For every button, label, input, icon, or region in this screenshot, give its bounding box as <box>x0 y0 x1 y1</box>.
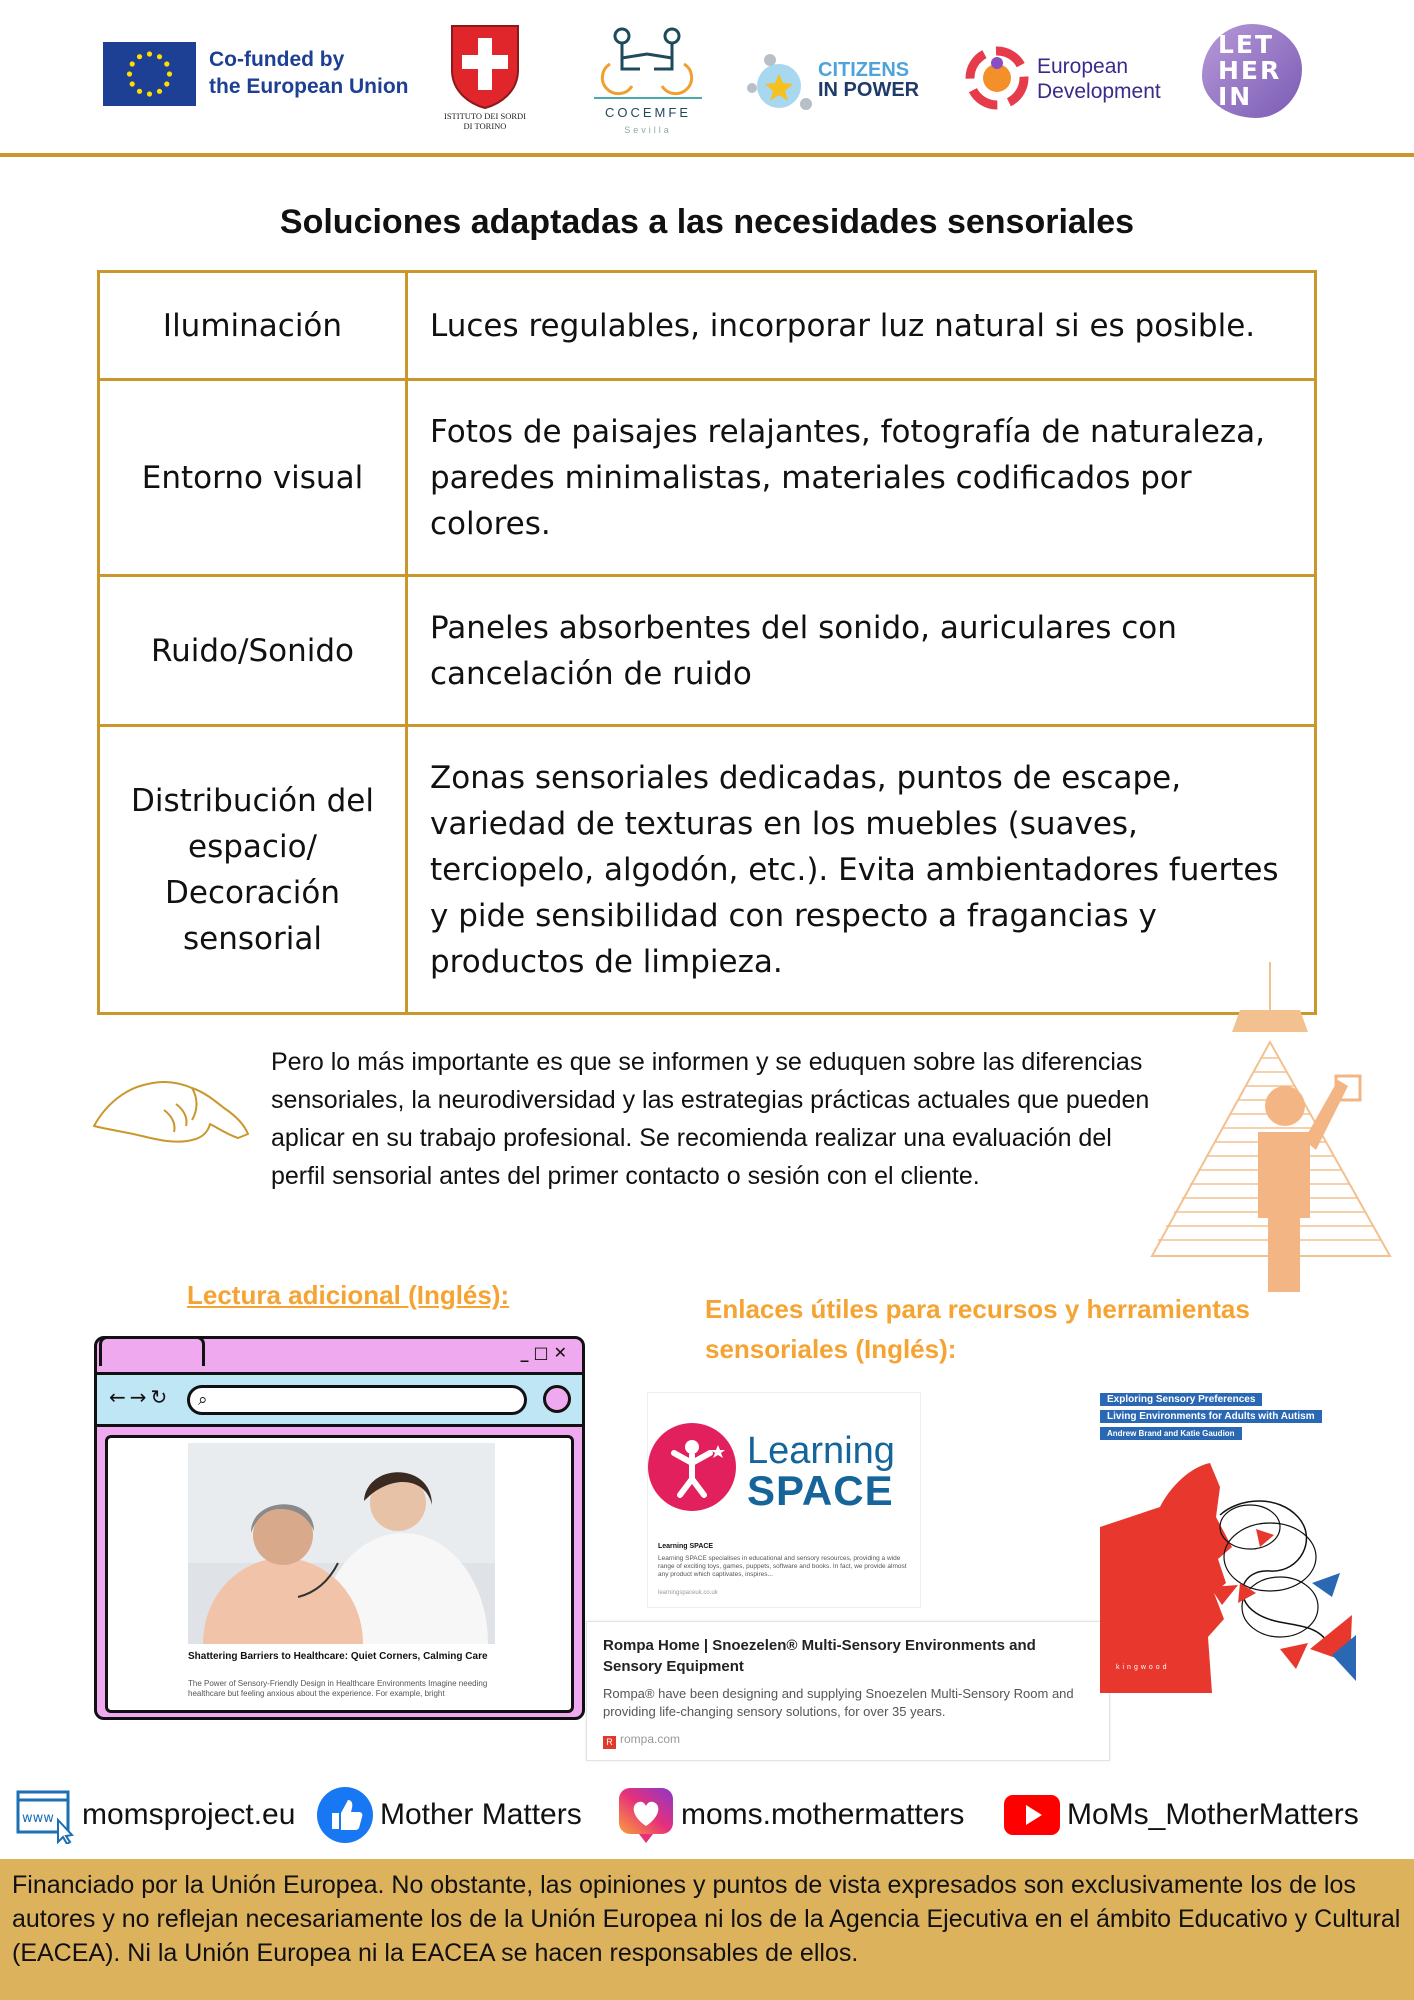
browser-address-bar <box>187 1385 527 1415</box>
let-her-in-text: LET HER IN <box>1218 30 1282 111</box>
rompa-description: Rompa® have been designing and supplying Snoezelen Multi-Sensory Room and providing life-changing sensory solutions, for over 35 years. <box>603 1686 1074 1719</box>
table-row <box>100 577 1314 727</box>
browser-page <box>105 1435 574 1713</box>
facebook-like-icon <box>316 1786 374 1844</box>
table-row <box>100 381 1314 577</box>
eu-flag-icon <box>103 42 196 106</box>
www-icon <box>14 1786 76 1844</box>
sensory-preferences-book-link[interactable] <box>1100 1387 1358 1693</box>
table-cell-solution: Zonas sensoriales dedicadas, puntos de escape, variedad de texturas en los muebles (suaves, terciopelo, algodón, etc.). Evita ambientadores fuertes y pide sensibilidad con respecto a fragancias y productos de limpieza. <box>430 759 1279 980</box>
cocemfe-subtext: Sevilla <box>624 125 672 135</box>
instagram-heart-icon <box>617 1786 675 1844</box>
rompa-link-card[interactable] <box>586 1621 1110 1761</box>
sensory-solutions-table <box>97 270 1317 1015</box>
learning-space-description: Learning SPACE specialises in educational and sensory resources, providing a wide range of exciting toys, games, puppets, software and books. In fact, we provide almost any product which captivates, inspires... <box>658 1555 907 1578</box>
table-cell-category: Ruido/Sonido <box>100 577 408 724</box>
importance-note: Pero lo más importante es que se informen y se eduquen sobre las diferencias sensoriales, la neurodiversidad y las estrategias prácticas actuales que pueden aplicar en su trabajo profesional. Se recomienda realizar una evaluación del perfil sensorial antes del primer contacto o sesión con el cliente. <box>271 1048 1150 1190</box>
table-cell-solution: Fotos de paisajes relajantes, fotografía de naturaleza, paredes minimalistas, materiales codificados por colores. <box>430 413 1266 542</box>
article-browser-window[interactable] <box>94 1336 585 1720</box>
rompa-title: Rompa Home | Snoezelen® Multi-Sensory Environments and Sensory Equipment <box>603 1637 1036 1675</box>
browser-tab <box>99 1336 205 1366</box>
learning-space-logo-word2: SPACE <box>747 1467 894 1514</box>
table-cell-category: Distribución del espacio/ Decoración sensorial <box>100 727 408 1012</box>
citizens-in-power-logo-icon <box>744 48 814 118</box>
page-title: Soluciones adaptadas a las necesidades sensoriales <box>279 203 1135 241</box>
pointing-hand-icon <box>92 1074 252 1150</box>
youtube-link[interactable] <box>1003 1786 1359 1844</box>
window-controls: _□✕ <box>520 1343 572 1362</box>
table-row <box>100 727 1314 1012</box>
social-links <box>0 1786 1414 1844</box>
learning-space-link-card[interactable] <box>647 1392 921 1608</box>
browser-toolbar <box>97 1372 582 1427</box>
rompa-domain <box>603 1732 680 1749</box>
learning-space-logo-icon <box>648 1423 736 1511</box>
eu-cofunded-text: Co-funded by the European Union <box>209 48 409 98</box>
table-row <box>100 273 1314 381</box>
funding-disclaimer-footer <box>0 1859 1414 2000</box>
rompa-favicon-icon: R <box>603 1736 616 1749</box>
table-cell-solution: Luces regulables, incorporar luz natural si es posible. <box>430 307 1256 344</box>
search-icon: ⌕ <box>198 1390 208 1410</box>
further-reading-link[interactable]: Lectura adicional (Inglés): <box>187 1280 510 1310</box>
browser-nav-icons: ←→↻ <box>109 1385 172 1409</box>
learning-space-domain: learningspaceuk.co.uk <box>658 1590 718 1596</box>
cocemfe-text: COCEMFE <box>605 105 691 120</box>
table-cell-category: Iluminación <box>100 273 408 378</box>
article-title: Shattering Barriers to Healthcare: Quiet Corners, Calming Care <box>188 1651 488 1662</box>
book-title-line1: Exploring Sensory Preferences <box>1100 1393 1262 1406</box>
european-development-text: European Development <box>1037 55 1161 103</box>
svg-text:www: www <box>22 1811 54 1826</box>
instagram-link[interactable] <box>617 1786 964 1844</box>
logo-header <box>0 0 1414 155</box>
browser-profile-icon <box>543 1385 571 1413</box>
istituto-caption: ISTITUTO DEI SORDI DI TORINO <box>443 111 526 131</box>
table-cell-category: Entorno visual <box>100 381 408 574</box>
website-link[interactable] <box>14 1786 295 1844</box>
book-publisher: kingwood <box>1116 1664 1170 1671</box>
useful-links-heading: Enlaces útiles para recursos y herramientas sensoriales (Inglés): <box>705 1294 1250 1364</box>
european-development-logo-icon <box>964 45 1030 111</box>
citizens-in-power-text: CITIZENS IN POWER <box>818 59 920 101</box>
table-cell-solution: Paneles absorbentes del sonido, auriculares con cancelación de ruido <box>430 609 1177 692</box>
header-divider <box>0 153 1414 157</box>
doctor-patient-photo <box>188 1443 495 1644</box>
book-authors: Andrew Brand and Katie Gaudion <box>1100 1427 1242 1440</box>
book-title-line2: Living Environments for Adults with Autism <box>1100 1410 1322 1423</box>
learning-space-logo-word1: Learning <box>747 1430 895 1472</box>
learning-space-name: Learning SPACE <box>658 1543 714 1550</box>
rompa-domain-text: rompa.com <box>620 1732 681 1746</box>
facebook-link[interactable] <box>316 1786 582 1844</box>
youtube-icon <box>1003 1786 1061 1844</box>
instagram-text: moms.mothermatters <box>681 1798 965 1831</box>
website-text: momsproject.eu <box>82 1798 296 1831</box>
facebook-text: Mother Matters <box>380 1798 582 1831</box>
cocemfe-logo-icon <box>592 24 704 104</box>
article-description: The Power of Sensory-Friendly Design in Healthcare Environments Imagine needing healthcare but feeling anxious about the experience. For example, bright <box>188 1679 488 1698</box>
istituto-shield-icon <box>450 24 520 110</box>
person-light-switch-icon <box>1140 962 1400 1292</box>
youtube-text: MoMs_MotherMatters <box>1067 1798 1359 1831</box>
funding-disclaimer-text: Financiado por la Unión Europea. No obstante, las opiniones y puntos de vista expresados son exclusivamente los de los autores y no reflejan necesariamente los de la Unión Europea ni los de la Agencia Ejecutiva en el ámbito Educativo y Cultural (EACEA). Ni la Unión Europea ni la EACEA se hacen responsables de ellos. <box>12 1871 1401 1967</box>
